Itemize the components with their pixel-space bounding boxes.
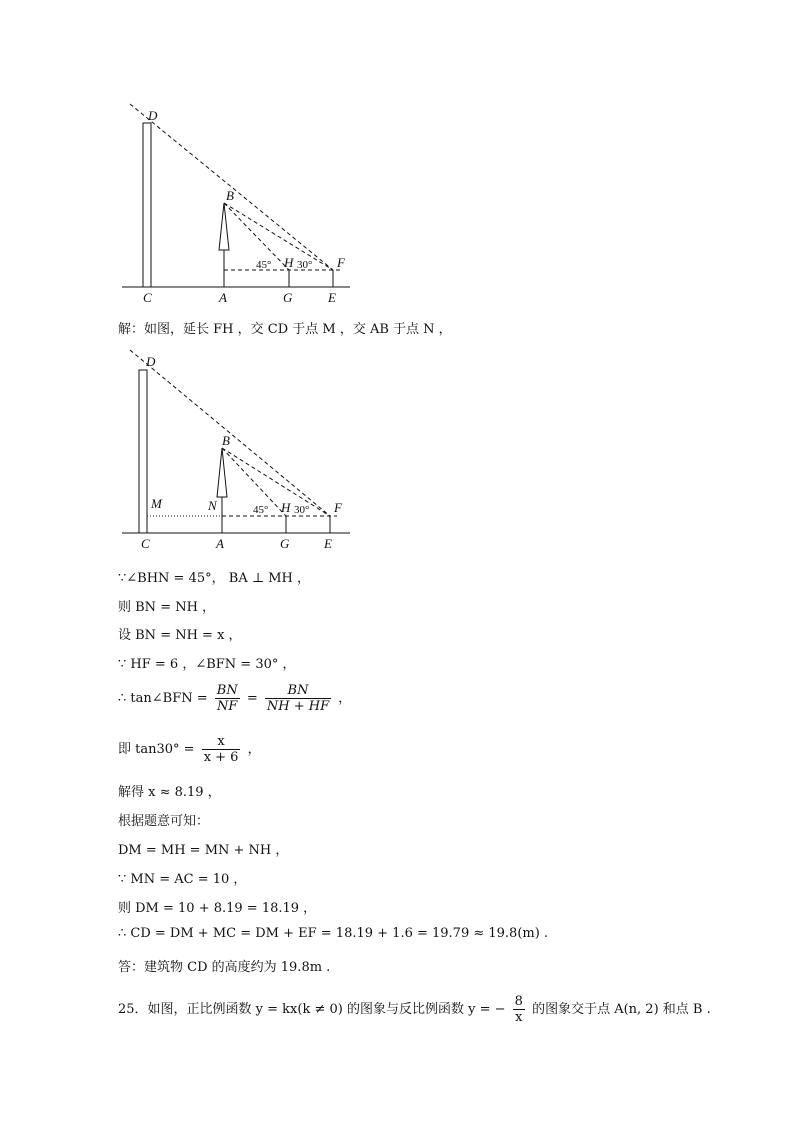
fraction-8-x bbox=[513, 994, 525, 1025]
step-3: 设 BN = NH = x ， bbox=[118, 628, 242, 643]
step-1: ∵∠BHN = 45°， BA ⊥ MH ， bbox=[118, 571, 310, 586]
step-2: 则 BN = NH ， bbox=[118, 600, 216, 615]
step-5-suffix: ， bbox=[338, 691, 352, 706]
tree-ab-crown bbox=[219, 203, 229, 250]
figure-1 bbox=[0, 95, 800, 310]
label-g: G bbox=[280, 536, 290, 551]
label-c: C bbox=[141, 536, 150, 551]
fraction-num: x bbox=[202, 734, 241, 750]
equals-sign: = bbox=[246, 691, 258, 706]
solution-intro: 解：如图，延长 FH ，交 CD 于点 M ，交 AB 于点 N ， bbox=[118, 322, 452, 337]
fraction-bn-nf bbox=[215, 683, 240, 714]
building-cd bbox=[139, 370, 147, 533]
label-b: B bbox=[222, 433, 230, 448]
angle-45: 45° bbox=[253, 504, 269, 516]
fraction-x-x6 bbox=[202, 734, 241, 765]
angle-45: 45° bbox=[256, 259, 272, 271]
step-4: ∵ HF = 6 ，∠BFN = 30° ， bbox=[118, 657, 296, 672]
step-10: ∵ MN = AC = 10 ， bbox=[118, 872, 247, 887]
step-5 bbox=[118, 683, 351, 714]
label-e: E bbox=[328, 290, 336, 305]
label-g: G bbox=[283, 290, 293, 305]
label-f: F bbox=[337, 255, 345, 270]
fraction-den: NF bbox=[217, 699, 238, 714]
figure-2 bbox=[0, 345, 800, 555]
step-9: DM = MH = MN + NH ， bbox=[118, 843, 289, 858]
step-6 bbox=[118, 734, 261, 765]
label-m: M bbox=[151, 496, 162, 511]
fraction-den: NH + HF bbox=[266, 699, 330, 714]
step-12: ∴ CD = DM + MC = DM + EF = 18.19 + 1.6 = 19.79 ≈ 19.8(m) . bbox=[118, 926, 549, 941]
label-n: N bbox=[208, 498, 217, 513]
label-d: D bbox=[148, 108, 158, 123]
fraction-bn-nh-hf bbox=[265, 683, 331, 714]
answer: 答：建筑物 CD 的高度约为 19.8m . bbox=[118, 960, 331, 975]
fraction-den: x + 6 bbox=[203, 750, 239, 765]
question-25 bbox=[118, 994, 711, 1025]
label-h: H bbox=[281, 500, 291, 515]
sight-line-df bbox=[130, 104, 333, 270]
step-6-prefix: 即 tan30° = bbox=[118, 742, 195, 757]
step-11: 则 DM = 10 + 8.19 = 18.19 ， bbox=[118, 901, 317, 916]
fraction-num: BN bbox=[265, 683, 331, 699]
question-25-prefix: 25．如图，正比例函数 y = kx(k ≠ 0) 的图象与反比例函数 y = − bbox=[118, 1002, 506, 1017]
label-a: A bbox=[219, 290, 227, 305]
label-c: C bbox=[143, 290, 152, 305]
step-8: 根据题意可知： bbox=[118, 814, 210, 829]
tree-ab-crown bbox=[217, 448, 227, 497]
step-7: 解得 x ≈ 8.19 ， bbox=[118, 785, 221, 800]
building-cd bbox=[143, 123, 151, 287]
label-h: H bbox=[284, 255, 294, 270]
question-25-suffix: 的图象交于点 A(n, 2) 和点 B . bbox=[532, 1002, 711, 1017]
fraction-den: x bbox=[515, 1010, 523, 1025]
label-d: D bbox=[146, 354, 156, 369]
step-5-prefix: ∴ tan∠BFN = bbox=[118, 691, 208, 706]
label-e: E bbox=[324, 536, 332, 551]
angle-30: 30° bbox=[297, 259, 313, 271]
label-f: F bbox=[334, 500, 342, 515]
step-6-suffix: ， bbox=[247, 742, 261, 757]
fraction-num: 8 bbox=[514, 994, 523, 1009]
label-b: B bbox=[226, 188, 234, 203]
label-a: A bbox=[216, 536, 224, 551]
angle-30: 30° bbox=[294, 504, 310, 516]
fraction-num: BN bbox=[216, 683, 238, 698]
